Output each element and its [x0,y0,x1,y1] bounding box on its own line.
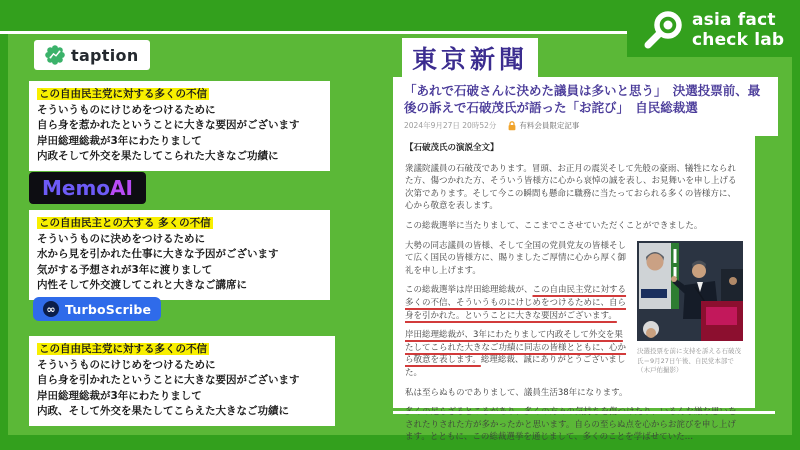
article-paragraph: 大勢の同志議員の皆様、そして全国の党員党友の皆様そして広く国民の皆様方に、賜りましたご厚情に心から厚く御礼を申し上げます。 [405,240,627,276]
transcript-line: 気がする予想されが3年に渡りまして [37,263,213,276]
magnifying-glass-icon [640,8,686,54]
top-divider-line [0,31,651,34]
transcript-line: 内性そして外交渡してこれと大きなご講席に [37,279,247,291]
article-body-panel [393,132,755,443]
article-paragraph: 私は至らぬものでありまして、議員生活38年になります。 [405,387,628,398]
photo-caption: 決選投票を前に支持を訴える石破茂氏＝9月27日午後、自民党本部で（木戸佑撮影） [637,347,741,374]
highlighted-transcript-line: この自由民主との大する 多くの不信 [39,217,211,229]
brand-line-1: asia fact [692,10,776,31]
red-underlined-segment: 岸田総理総裁が、3年にわたりまして内政そして外交を果たしてこられた大きなご功績に同志の皆様とともに、心から敬意を表します。 [405,330,627,366]
transcript-line [37,216,322,232]
transcript-line: 岸田総理総裁が3年にわたりまして [37,389,202,402]
article-paragraph: この総裁選挙に当たりまして、ここまでこさせていただくことができました。 [405,220,703,231]
turboscribe-transcript-block [29,336,335,426]
transcript-line: 自ら身を惹かれたということに大きな要因がございます [37,119,300,131]
article-paragraph: されたりされた方が多かったかと思います。自らの至らぬ点を心からお詫びを申し上げます。とともに、この総裁選挙を通じまして、多くのことを学ばせていた… [405,419,736,443]
transcript-line: 水から見を引かれた仕事に大きな予因がございます [37,248,279,260]
memo-ai-logo-text-memo: Memo [42,176,111,200]
lock-icon [508,121,516,131]
memo-ai-logo-text-ai: AI [110,176,133,200]
turboscribe-logo-text: TurboScribe [65,301,152,317]
turboscribe-logo [33,297,161,321]
paragraph-segment: この総裁選挙は岸田総理総裁が、 [405,285,533,296]
taption-logo-text: taption [71,45,139,65]
red-underlined-segment: この自由民主党に対する多くの不信、そういうものにけじめをつけるために、自ら身を引かれた。ということに大きな要因がございます。 [405,285,627,321]
article-headline-panel [393,77,778,136]
taption-flower-icon [45,45,65,65]
paywall-badge [508,120,579,131]
article-section-title: 【石破茂氏の演説全文】 [405,143,499,153]
brand-name [692,11,784,50]
taption-logo [34,40,150,70]
transcript-line: 内政そして外交を果たしてこられた大きなご功績に [37,150,279,162]
highlighted-transcript-line: この自由民主党に対する多くの不信 [39,343,207,355]
highlighted-transcript-line: この自由民主党に対する多くの不信 [39,88,207,100]
bottom-divider-line [393,411,775,414]
brand-line-2: check lab [692,30,785,50]
transcript-line: 自ら身を引かれたということに大きな要因がございます [37,374,300,386]
memo-ai-logo [29,172,146,204]
paragraph-segment: 総理総裁、誠にありがとうございました。 [405,355,626,378]
masthead-text: 東京新聞 [412,45,529,74]
transcript-line: そういうものに決めをつけるために [37,232,205,245]
transcript-line: そういうものにけじめをつけるために [37,358,216,371]
article-paragraph: 衆議院議員の石破茂であります。冒頭、お正月の震災そして先般の豪雨、犠牲になられた方、傷つかれた方、そういう皆様方に心から哀悼の誠を表し、お見舞いを申し上げる次第であります。そして今この瞬間も懸命に職務に当たっておられる多くの皆様方に、心から敬意を表します。 [405,163,737,212]
article-meta-row [404,120,767,131]
transcript-line: 内政、そして外交を果たしてこらえた大きなご功績に [37,405,289,417]
memo-ai-transcript-block [29,210,330,300]
article-headline: 「あれで石破さんに決めた議員は多いと思う」 決選投票前、最後の訴えで石破茂氏が語った「お詫び」 自民総裁選 [404,83,761,115]
tokyo-shimbun-masthead [402,38,538,81]
asia-fact-check-lab-logo [640,8,784,54]
taption-transcript-block [29,81,330,171]
transcript-line: そういうものにけじめをつけるために [37,103,216,116]
article-date: 2024年9月27日 20時52分 [404,121,497,130]
transcript-line [37,342,327,358]
transcript-line: 岸田総理総裁が3年にわたりまして [37,134,202,147]
article-photo-illustration [637,241,743,341]
infinity-icon: ∞ [43,301,59,317]
article-photo-figure [637,241,743,376]
paywall-badge-label: 有料会員限定記事 [519,121,580,130]
transcript-line [37,87,322,103]
